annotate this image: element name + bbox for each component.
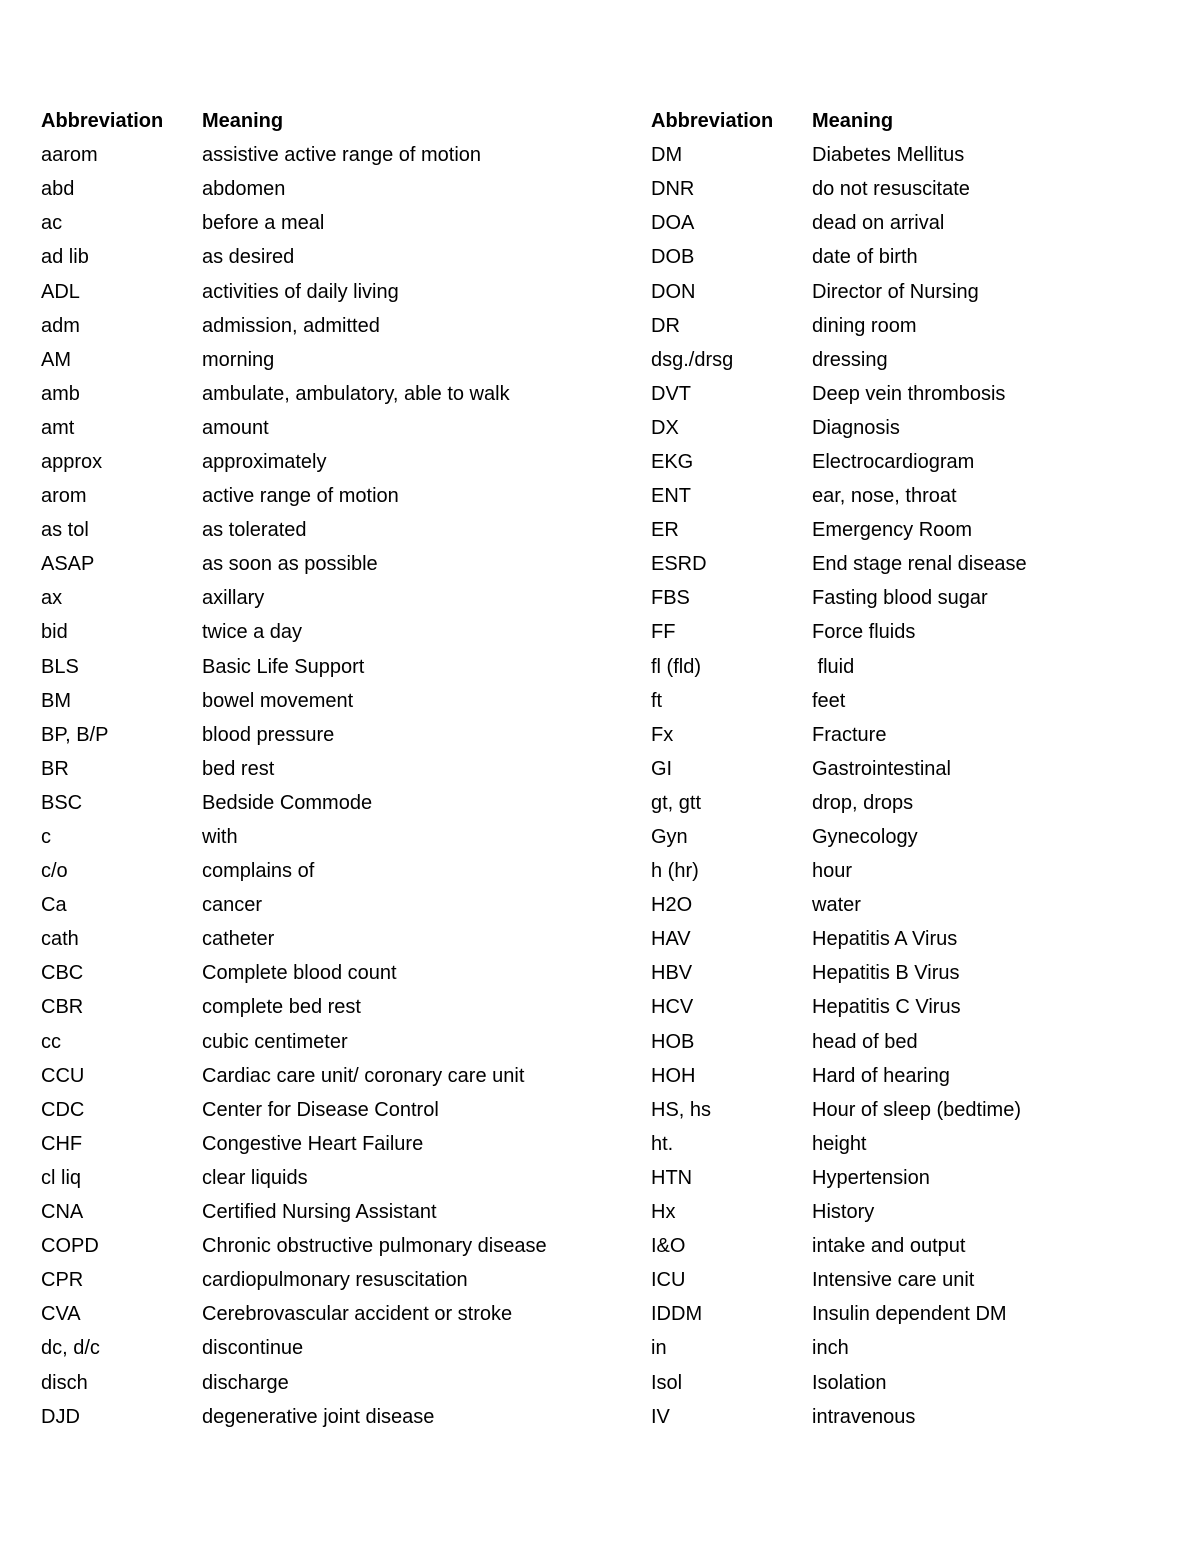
table-row <box>651 172 1200 206</box>
table-row <box>651 240 1200 274</box>
right-abbreviation-table <box>651 104 1200 1434</box>
meaning-header: Meaning <box>202 110 284 133</box>
abbreviation-cell: ac <box>41 212 63 235</box>
meaning-cell: Isolation <box>812 1371 887 1394</box>
meaning-cell: axillary <box>202 587 265 610</box>
meaning-cell: feet <box>812 689 846 712</box>
table-row <box>41 854 601 888</box>
meaning-cell: Director of Nursing <box>812 280 979 303</box>
abbreviation-cell: CHF <box>41 1132 83 1155</box>
table-row <box>41 172 601 206</box>
abbreviation-cell: IDDM <box>651 1303 703 1326</box>
abbreviation-cell: DNR <box>651 178 695 201</box>
abbreviation-cell: approx <box>41 450 103 473</box>
meaning-cell: amount <box>202 416 269 439</box>
meaning-cell: Electrocardiogram <box>812 450 975 473</box>
meaning-cell: Complete blood count <box>202 962 397 985</box>
meaning-cell: assistive active range of motion <box>202 144 482 167</box>
table-row <box>41 138 601 172</box>
abbreviation-cell: amt <box>41 416 75 439</box>
abbreviation-cell: FF <box>651 621 676 644</box>
meaning-cell: twice a day <box>202 621 303 644</box>
abbreviation-cell: aarom <box>41 144 98 167</box>
table-row <box>651 1400 1200 1434</box>
abbreviation-cell: FBS <box>651 587 690 610</box>
meaning-cell: with <box>202 826 238 849</box>
table-row <box>651 1059 1200 1093</box>
meaning-cell: Hypertension <box>812 1166 930 1189</box>
abbreviation-cell: DON <box>651 280 696 303</box>
table-row <box>41 1025 601 1059</box>
abbreviation-cell: adm <box>41 314 80 337</box>
table-row <box>41 377 601 411</box>
abbreviation-cell: CBR <box>41 996 84 1019</box>
meaning-cell: as desired <box>202 246 295 269</box>
meaning-cell: Hepatitis B Virus <box>812 962 960 985</box>
meaning-cell: as tolerated <box>202 519 307 542</box>
table-row <box>41 922 601 956</box>
meaning-cell: date of birth <box>812 246 918 269</box>
table-row <box>651 752 1200 786</box>
table-row <box>651 956 1200 990</box>
meaning-cell: Diabetes Mellitus <box>812 144 965 167</box>
abbreviation-cell: CPR <box>41 1269 84 1292</box>
table-row <box>651 1195 1200 1229</box>
meaning-cell: inch <box>812 1337 849 1360</box>
table-row <box>651 990 1200 1024</box>
meaning-cell: Congestive Heart Failure <box>202 1132 424 1155</box>
abbreviation-cell: ht. <box>651 1132 674 1155</box>
abbreviation-cell: CVA <box>41 1303 81 1326</box>
table-row <box>651 445 1200 479</box>
abbreviation-cell: DVT <box>651 382 691 405</box>
meaning-cell: discharge <box>202 1371 289 1394</box>
abbreviation-cell: I&O <box>651 1235 686 1258</box>
left-abbreviation-table <box>41 104 601 1434</box>
table-row <box>651 718 1200 752</box>
table-row <box>651 786 1200 820</box>
meaning-cell: Certified Nursing Assistant <box>202 1201 437 1224</box>
meaning-cell: approximately <box>202 450 327 473</box>
table-row <box>651 343 1200 377</box>
meaning-cell: catheter <box>202 928 275 951</box>
table-header <box>651 104 1200 138</box>
table-row <box>651 650 1200 684</box>
meaning-cell: Force fluids <box>812 621 916 644</box>
table-row <box>41 206 601 240</box>
meaning-cell: Insulin dependent DM <box>812 1303 1007 1326</box>
abbreviation-cell: ICU <box>651 1269 686 1292</box>
table-row <box>651 309 1200 343</box>
meaning-cell: bed rest <box>202 757 275 780</box>
table-row <box>651 206 1200 240</box>
abbreviation-cell: ER <box>651 519 679 542</box>
meaning-cell: Diagnosis <box>812 416 900 439</box>
abbreviation-cell: c <box>41 826 51 849</box>
meaning-cell: ambulate, ambulatory, able to walk <box>202 382 510 405</box>
meaning-cell: clear liquids <box>202 1166 308 1189</box>
meaning-cell: bowel movement <box>202 689 354 712</box>
table-row <box>41 1059 601 1093</box>
abbreviation-cell: BLS <box>41 655 79 678</box>
table-row <box>651 615 1200 649</box>
abbreviation-cell: GI <box>651 757 673 780</box>
meaning-cell: head of bed <box>812 1030 918 1053</box>
meaning-cell: Center for Disease Control <box>202 1098 439 1121</box>
table-header <box>41 104 601 138</box>
table-row <box>41 990 601 1024</box>
meaning-cell: Hepatitis A Virus <box>812 928 958 951</box>
meaning-cell: Gastrointestinal <box>812 757 951 780</box>
abbreviation-cell: ft <box>651 689 663 712</box>
table-row <box>41 1229 601 1263</box>
meaning-cell: intravenous <box>812 1405 916 1428</box>
table-row <box>41 1297 601 1331</box>
table-row <box>41 718 601 752</box>
abbreviation-cell: cath <box>41 928 79 951</box>
table-row <box>41 1263 601 1297</box>
abbreviation-cell: BR <box>41 757 69 780</box>
table-row <box>651 1331 1200 1365</box>
abbreviation-cell: BSC <box>41 791 83 814</box>
abbreviation-cell: bid <box>41 621 68 644</box>
meaning-cell: dressing <box>812 348 888 371</box>
meaning-cell: drop, drops <box>812 791 914 814</box>
abbreviation-header: Abbreviation <box>41 110 164 133</box>
abbreviation-cell: Fx <box>651 723 674 746</box>
meaning-cell: hour <box>812 860 853 883</box>
table-row <box>41 1161 601 1195</box>
meaning-cell: Hepatitis C Virus <box>812 996 961 1019</box>
meaning-cell: Intensive care unit <box>812 1269 975 1292</box>
abbreviation-cell: cl liq <box>41 1166 82 1189</box>
table-row <box>41 615 601 649</box>
abbreviation-cell: HOB <box>651 1030 695 1053</box>
abbreviation-cell: ASAP <box>41 553 95 576</box>
meaning-cell: morning <box>202 348 275 371</box>
table-row <box>41 479 601 513</box>
abbreviation-cell: H2O <box>651 894 693 917</box>
meaning-cell: complete bed rest <box>202 996 361 1019</box>
meaning-cell: Deep vein thrombosis <box>812 382 1006 405</box>
meaning-cell: before a meal <box>202 212 325 235</box>
abbreviation-cell: DM <box>651 144 683 167</box>
abbreviation-cell: HS, hs <box>651 1098 712 1121</box>
abbreviation-cell: CDC <box>41 1098 85 1121</box>
meaning-cell: cancer <box>202 894 263 917</box>
right-rows <box>651 138 1200 1434</box>
table-row <box>651 1093 1200 1127</box>
table-row <box>41 309 601 343</box>
table-row <box>41 956 601 990</box>
abbreviation-cell: fl (fld) <box>651 655 701 678</box>
table-row <box>651 1229 1200 1263</box>
meaning-cell: degenerative joint disease <box>202 1405 435 1428</box>
table-row <box>41 1195 601 1229</box>
meaning-cell: Emergency Room <box>812 519 973 542</box>
abbreviation-cell: CCU <box>41 1064 85 1087</box>
meaning-cell: discontinue <box>202 1337 304 1360</box>
meaning-cell: Chronic obstructive pulmonary disease <box>202 1235 547 1258</box>
table-row <box>651 820 1200 854</box>
abbreviation-cell: cc <box>41 1030 61 1053</box>
table-row <box>41 1365 601 1399</box>
abbreviation-cell: HBV <box>651 962 693 985</box>
abbreviation-cell: arom <box>41 485 87 508</box>
table-row <box>651 1263 1200 1297</box>
meaning-cell: cardiopulmonary resuscitation <box>202 1269 468 1292</box>
abbreviation-cell: Ca <box>41 894 67 917</box>
abbreviation-cell: Hx <box>651 1201 676 1224</box>
abbreviation-cell: BP, B/P <box>41 723 109 746</box>
abbreviation-cell: dc, d/c <box>41 1337 100 1360</box>
table-row <box>651 479 1200 513</box>
table-row <box>41 888 601 922</box>
abbreviation-cell: DOA <box>651 212 695 235</box>
abbreviation-cell: ax <box>41 587 63 610</box>
meaning-cell: Hard of hearing <box>812 1064 950 1087</box>
abbreviation-cell: amb <box>41 382 80 405</box>
meaning-cell: Cerebrovascular accident or stroke <box>202 1303 513 1326</box>
meaning-cell: intake and output <box>812 1235 966 1258</box>
abbreviation-cell: ENT <box>651 485 691 508</box>
meaning-cell: History <box>812 1201 875 1224</box>
abbreviation-cell: HOH <box>651 1064 696 1087</box>
abbreviation-cell: h (hr) <box>651 860 699 883</box>
table-row <box>41 445 601 479</box>
table-row <box>651 1297 1200 1331</box>
table-row <box>651 888 1200 922</box>
abbreviation-cell: Gyn <box>651 826 688 849</box>
meaning-cell: End stage renal disease <box>812 553 1027 576</box>
table-row <box>651 411 1200 445</box>
meaning-cell: Bedside Commode <box>202 791 373 814</box>
abbreviation-cell: DOB <box>651 246 695 269</box>
abbreviation-cell: HAV <box>651 928 691 951</box>
meaning-cell: ear, nose, throat <box>812 485 957 508</box>
meaning-cell: activities of daily living <box>202 280 399 303</box>
abbreviation-cell: in <box>651 1337 667 1360</box>
abbreviation-cell: HTN <box>651 1166 693 1189</box>
meaning-cell: Cardiac care unit/ coronary care unit <box>202 1064 525 1087</box>
meaning-cell: Gynecology <box>812 826 918 849</box>
meaning-cell: dead on arrival <box>812 212 945 235</box>
table-row <box>41 1331 601 1365</box>
abbreviation-cell: HCV <box>651 996 694 1019</box>
meaning-cell: do not resuscitate <box>812 178 970 201</box>
meaning-cell: complains of <box>202 860 315 883</box>
meaning-cell: Fasting blood sugar <box>812 587 988 610</box>
table-row <box>41 650 601 684</box>
table-row <box>41 1127 601 1161</box>
abbreviation-cell: BM <box>41 689 71 712</box>
table-row <box>41 513 601 547</box>
table-row <box>651 581 1200 615</box>
meaning-header: Meaning <box>812 110 894 133</box>
abbreviation-cell: DJD <box>41 1405 80 1428</box>
abbreviation-cell: abd <box>41 178 75 201</box>
table-row <box>651 1365 1200 1399</box>
table-row <box>651 1025 1200 1059</box>
table-row <box>41 820 601 854</box>
table-row <box>41 786 601 820</box>
meaning-cell: cubic centimeter <box>202 1030 348 1053</box>
table-row <box>41 240 601 274</box>
meaning-cell: water <box>812 894 861 917</box>
table-row <box>41 684 601 718</box>
table-row <box>651 138 1200 172</box>
table-row <box>41 1093 601 1127</box>
abbreviation-cell: c/o <box>41 860 68 883</box>
abbreviation-cell: ESRD <box>651 553 707 576</box>
abbreviation-cell: disch <box>41 1371 88 1394</box>
meaning-cell: blood pressure <box>202 723 335 746</box>
table-row <box>651 854 1200 888</box>
meaning-cell: height <box>812 1132 867 1155</box>
table-row <box>41 274 601 308</box>
table-row <box>41 1400 601 1434</box>
abbreviation-cell: ad lib <box>41 246 89 269</box>
meaning-cell: Hour of sleep (bedtime) <box>812 1098 1021 1121</box>
meaning-cell: as soon as possible <box>202 553 378 576</box>
table-row <box>651 1127 1200 1161</box>
meaning-cell: dining room <box>812 314 917 337</box>
abbreviation-cell: ADL <box>41 280 80 303</box>
abbreviation-cell: gt, gtt <box>651 791 702 814</box>
table-row <box>651 684 1200 718</box>
table-row <box>651 274 1200 308</box>
abbreviation-cell: CNA <box>41 1201 84 1224</box>
abbreviation-cell: IV <box>651 1405 670 1428</box>
abbreviation-cell: EKG <box>651 450 694 473</box>
left-rows <box>41 138 601 1434</box>
table-row <box>651 513 1200 547</box>
meaning-cell: active range of motion <box>202 485 399 508</box>
table-row <box>651 547 1200 581</box>
table-row <box>41 547 601 581</box>
meaning-cell: Fracture <box>812 723 887 746</box>
abbreviation-cell: DX <box>651 416 679 439</box>
abbreviation-header: Abbreviation <box>651 110 774 133</box>
abbreviation-cell: AM <box>41 348 71 371</box>
meaning-cell: fluid <box>812 655 855 678</box>
abbreviation-cell: Isol <box>651 1371 683 1394</box>
table-row <box>41 581 601 615</box>
meaning-cell: Basic Life Support <box>202 655 365 678</box>
table-row <box>651 377 1200 411</box>
abbreviation-cell: DR <box>651 314 680 337</box>
table-row <box>651 922 1200 956</box>
abbreviation-cell: as tol <box>41 519 89 542</box>
abbreviation-cell: COPD <box>41 1235 99 1258</box>
abbreviation-cell: dsg./drsg <box>651 348 734 371</box>
table-row <box>651 1161 1200 1195</box>
table-row <box>41 343 601 377</box>
table-row <box>41 411 601 445</box>
abbreviation-cell: CBC <box>41 962 84 985</box>
meaning-cell: admission, admitted <box>202 314 380 337</box>
table-row <box>41 752 601 786</box>
meaning-cell: abdomen <box>202 178 286 201</box>
